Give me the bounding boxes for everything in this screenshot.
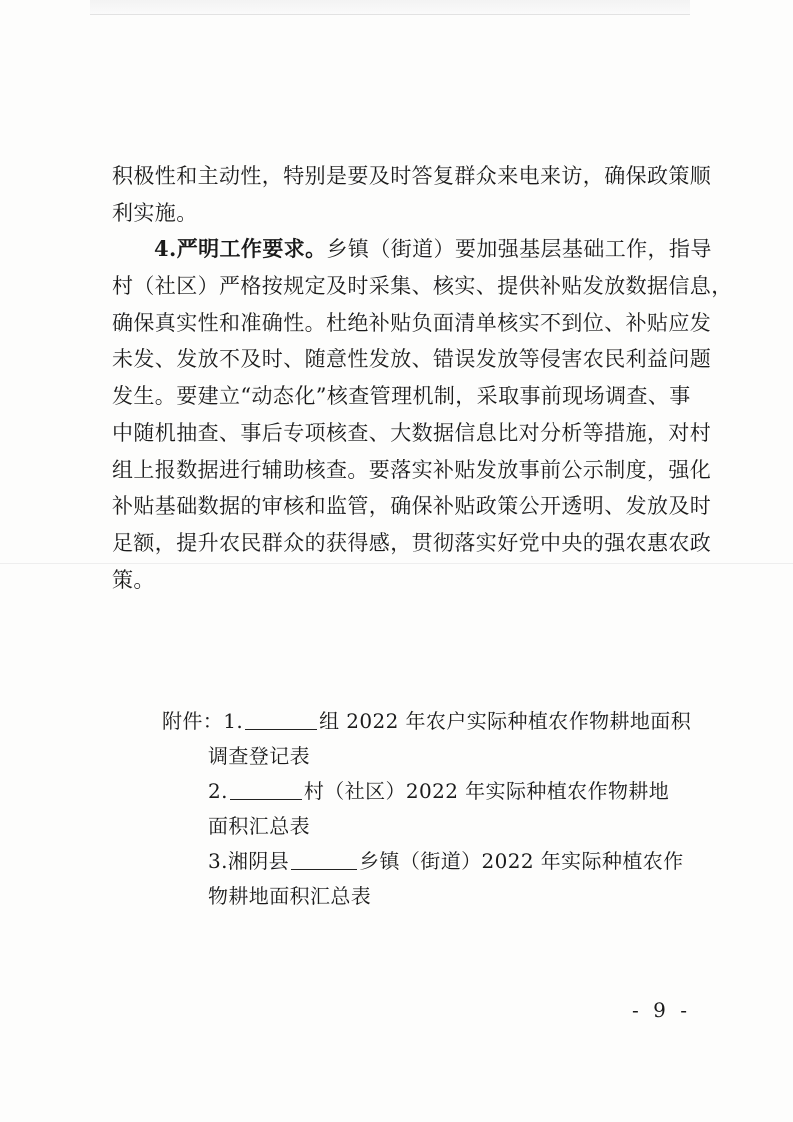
blank-line [230, 781, 302, 800]
attachment-title: 村（社区）2022 年实际种植农作物耕地 [303, 779, 670, 803]
body-line: 足额，提升农民群众的获得感，贯彻落实好党中央的强农惠农政 [112, 530, 712, 555]
body-line: 组上报数据进行辅助核查。要落实补贴发放事前公示制度，强化 [112, 457, 712, 482]
attachment-item-3-continued: 物耕地面积汇总表 [208, 884, 372, 908]
section-4-line [112, 231, 712, 268]
body-line: 中随机抽查、事后专项核查、大数据信息比对分析等措施，对村 [112, 420, 712, 445]
attachment-number: 1. [223, 709, 244, 733]
attachment-item-2-continued: 面积汇总表 [208, 814, 310, 838]
attachment-number: 2. [208, 779, 228, 803]
body-line: 发生。要建立“动态化”核查管理机制，采取事前现场调查、事 [112, 384, 691, 409]
body-line: 确保真实性和准确性。杜绝补贴负面清单核实不到位、补贴应发 [112, 310, 712, 335]
attachment-item-1 [162, 704, 702, 739]
body-text [112, 158, 733, 598]
attachment-item-3 [162, 844, 702, 879]
body-line: 未发、发放不及时、随意性发放、错误发放等侵害农民利益问题 [112, 347, 712, 372]
body-line: 利实施。 [112, 200, 198, 225]
body-line: 村（社区）严格按规定及时采集、核实、提供补贴发放数据信息， [112, 274, 733, 299]
blank-line [245, 711, 317, 730]
attachment-item-2 [162, 774, 702, 809]
attachment-title: 乡镇（街道）2022 年实际种植农作 [359, 849, 684, 873]
scan-top-edge [90, 0, 690, 15]
attachment-item-1-continued: 调查登记表 [208, 744, 310, 768]
attachments-label: 附件： [162, 709, 224, 733]
blank-line [291, 851, 357, 870]
body-line: 补贴基础数据的审核和监管，确保补贴政策公开透明、发放及时 [112, 494, 712, 519]
attachments-list [162, 704, 702, 914]
page-number: - 9 - [632, 998, 691, 1022]
section-text: 乡镇（街道）要加强基层基础工作，指导 [326, 237, 712, 262]
section-heading: 4.严明工作要求。 [154, 236, 327, 262]
attachment-title: 组 2022 年农户实际种植农作物耕地面积 [319, 709, 692, 733]
body-line: 积极性和主动性，特别是要及时答复群众来电来访，确保政策顺 [112, 164, 712, 188]
attachment-number: 3.湘阴县 [208, 849, 290, 873]
body-line: 策。 [112, 567, 155, 592]
